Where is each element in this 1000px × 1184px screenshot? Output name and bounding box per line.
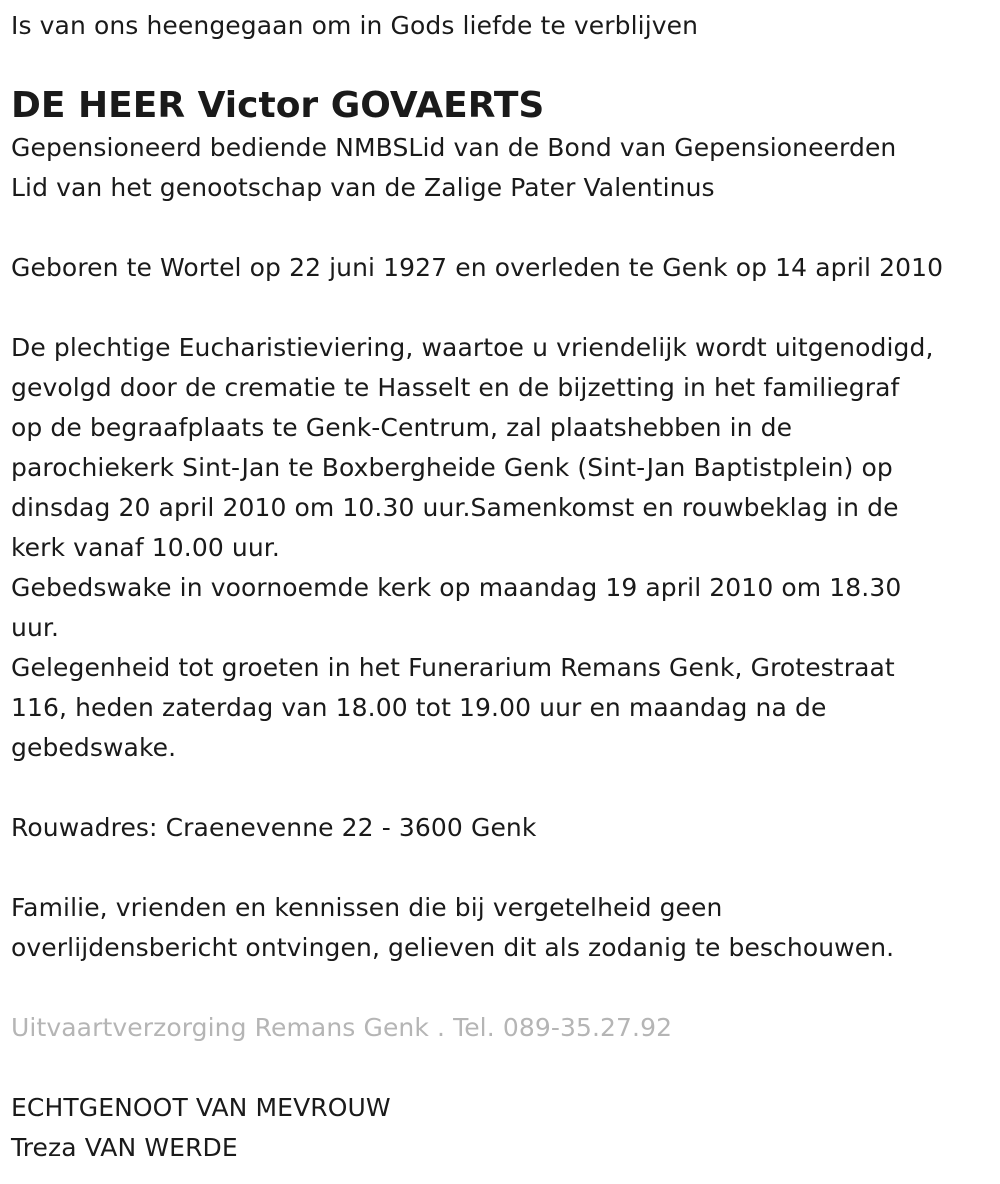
deceased-name: DE HEER Victor GOVAERTS xyxy=(11,85,545,126)
spouse-name: Treza VAN WERDE xyxy=(11,1133,238,1162)
ceremony-line: parochiekerk Sint-Jan te Boxbergheide Genk (Sint-Jan Baptistplein) op xyxy=(11,453,893,482)
role-line: Lid van het genootschap van de Zalige Pater Valentinus xyxy=(11,173,715,202)
ceremony-line: dinsdag 20 april 2010 om 10.30 uur.Samenkomst en rouwbeklag in de xyxy=(11,493,899,522)
ceremony-line: kerk vanaf 10.00 uur. xyxy=(11,533,280,562)
ceremony-line: 116, heden zaterdag van 18.00 tot 19.00 uur en maandag na de xyxy=(11,693,827,722)
spacer xyxy=(11,848,988,888)
spacer xyxy=(11,768,988,808)
funeral-home-contact: Uitvaartverzorging Remans Genk . Tel. 089-35.27.92 xyxy=(11,1013,673,1042)
ceremony-line: De plechtige Eucharistieviering, waartoe u vriendelijk wordt uitgenodigd, xyxy=(11,333,934,362)
role-line: Gepensioneerd bediende NMBSLid van de Bond van Gepensioneerden xyxy=(11,133,897,162)
ceremony-paragraph xyxy=(11,328,988,768)
ceremony-line: Gelegenheid tot groeten in het Funerarium Remans Genk, Grotestraat xyxy=(11,653,895,682)
ceremony-line: op de begraafplaats te Genk-Centrum, zal plaatshebben in de xyxy=(11,413,793,442)
spouse-heading: ECHTGENOOT VAN MEVROUW xyxy=(11,1093,391,1122)
ceremony-line: gevolgd door de crematie te Hasselt en de bijzetting in het familiegraf xyxy=(11,373,900,402)
spacer xyxy=(11,1048,988,1088)
spacer xyxy=(11,208,988,248)
spacer xyxy=(11,288,988,328)
ceremony-line: Gebedswake in voornoemde kerk op maandag 19 april 2010 om 18.30 xyxy=(11,573,902,602)
ceremony-line: gebedswake. xyxy=(11,733,177,762)
notice-paragraph xyxy=(11,888,988,968)
intro-text: Is van ons heengegaan om in Gods liefde te verblijven xyxy=(11,11,699,40)
ceremony-line: uur. xyxy=(11,613,60,642)
birth-death-text: Geboren te Wortel op 22 juni 1927 en overleden te Genk op 14 april 2010 xyxy=(11,253,944,282)
notice-line: Familie, vrienden en kennissen die bij vergetelheid geen xyxy=(11,893,723,922)
notice-line: overlijdensbericht ontvingen, gelieven dit als zodanig te beschouwen. xyxy=(11,933,895,962)
mourning-address: Rouwadres: Craenevenne 22 - 3600 Genk xyxy=(11,813,537,842)
spacer xyxy=(11,968,988,1008)
